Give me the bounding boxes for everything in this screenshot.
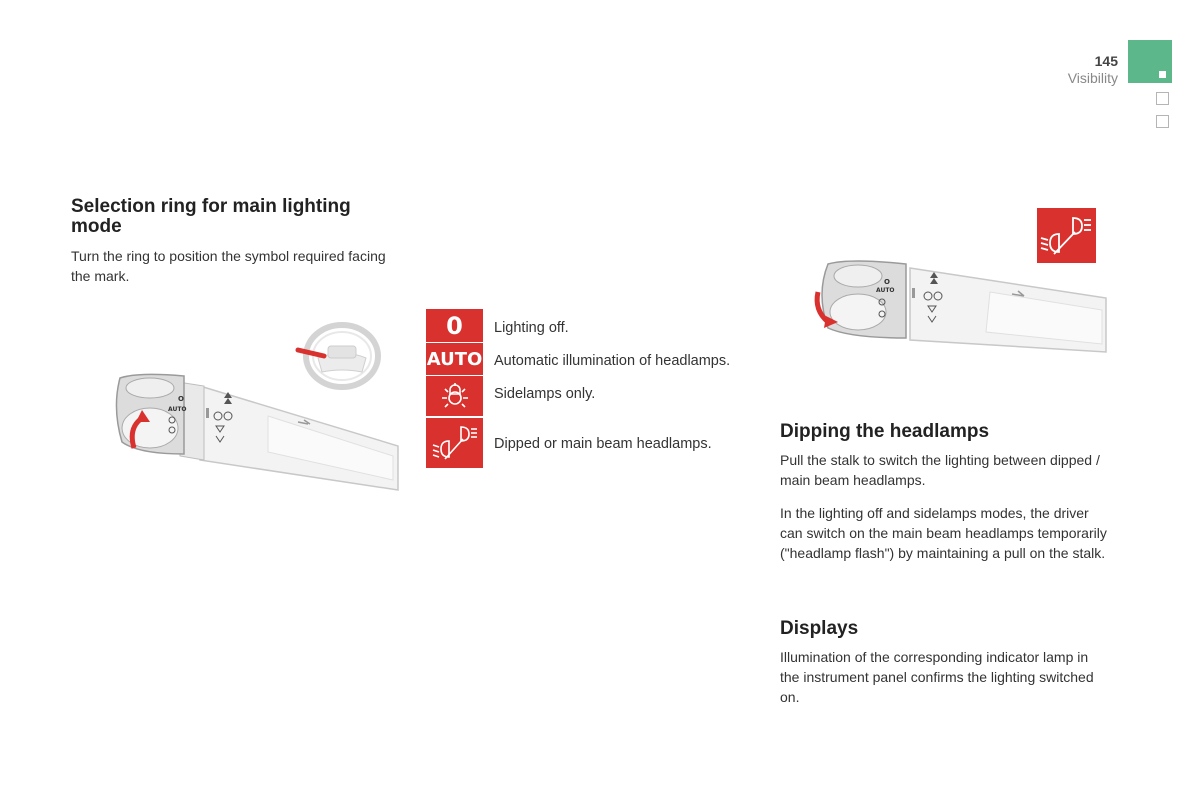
headlamp-flash-text: In the lighting off and sidelamps modes, the driver can switch on the main beam headlamps temporarily ("headlamp flash") by maintaining a pull on the stalk.: [780, 505, 1107, 561]
sidelamps-label: Sidelamps only.: [494, 386, 596, 402]
auto-headlamps-label: Automatic illumination of headlamps.: [494, 353, 731, 369]
sidelamps-icon-glyph: [438, 380, 472, 412]
stalk-off-mark-right: O: [884, 278, 890, 286]
stalk-off-mark: O: [178, 395, 184, 403]
chapter-tab: [1128, 40, 1172, 83]
auto-headlamps-icon: [426, 343, 483, 375]
dipping-headlamps-title: Dipping the headlamps: [780, 421, 990, 442]
headlamp-beam-glyph: [431, 423, 479, 463]
dipped-main-beam-icon: [426, 418, 483, 468]
chapter-tab-marker: [1159, 71, 1166, 78]
headlamp-indicator-icon: [1037, 208, 1096, 263]
selection-ring-title: Selection ring for main lighting mode: [71, 196, 351, 237]
stalk-auto-mark: AUTO: [168, 406, 187, 413]
displays-text: Illumination of the corresponding indicator lamp in the instrument panel confirms the lighting switched on.: [780, 649, 1094, 705]
stalk-auto-mark-right: AUTO: [876, 287, 895, 294]
sidelamps-icon: [426, 376, 483, 416]
chapter-tab-box: [1156, 92, 1169, 105]
dipped-main-beam-label: Dipped or main beam headlamps.: [494, 436, 712, 452]
selection-ring-text: Turn the ring to position the symbol required facing the mark.: [71, 248, 386, 284]
displays-title: Displays: [780, 618, 859, 639]
lighting-off-label: Lighting off.: [494, 320, 569, 336]
chapter-tab-box: [1156, 115, 1169, 128]
dipping-headlamps-text: Pull the stalk to switch the lighting between dipped / main beam headlamps.: [780, 452, 1100, 488]
auto-symbol: AUTO: [426, 348, 483, 370]
lighting-off-icon: [426, 309, 483, 342]
section-name: Visibility: [1067, 70, 1118, 86]
headlamp-indicator-glyph: [1037, 208, 1096, 263]
dipping-stalk-illustration: [810, 258, 1110, 358]
lighting-stalk-illustration: [108, 368, 400, 498]
page-number: 145: [1094, 53, 1118, 69]
lighting-off-symbol: 0: [446, 311, 463, 340]
